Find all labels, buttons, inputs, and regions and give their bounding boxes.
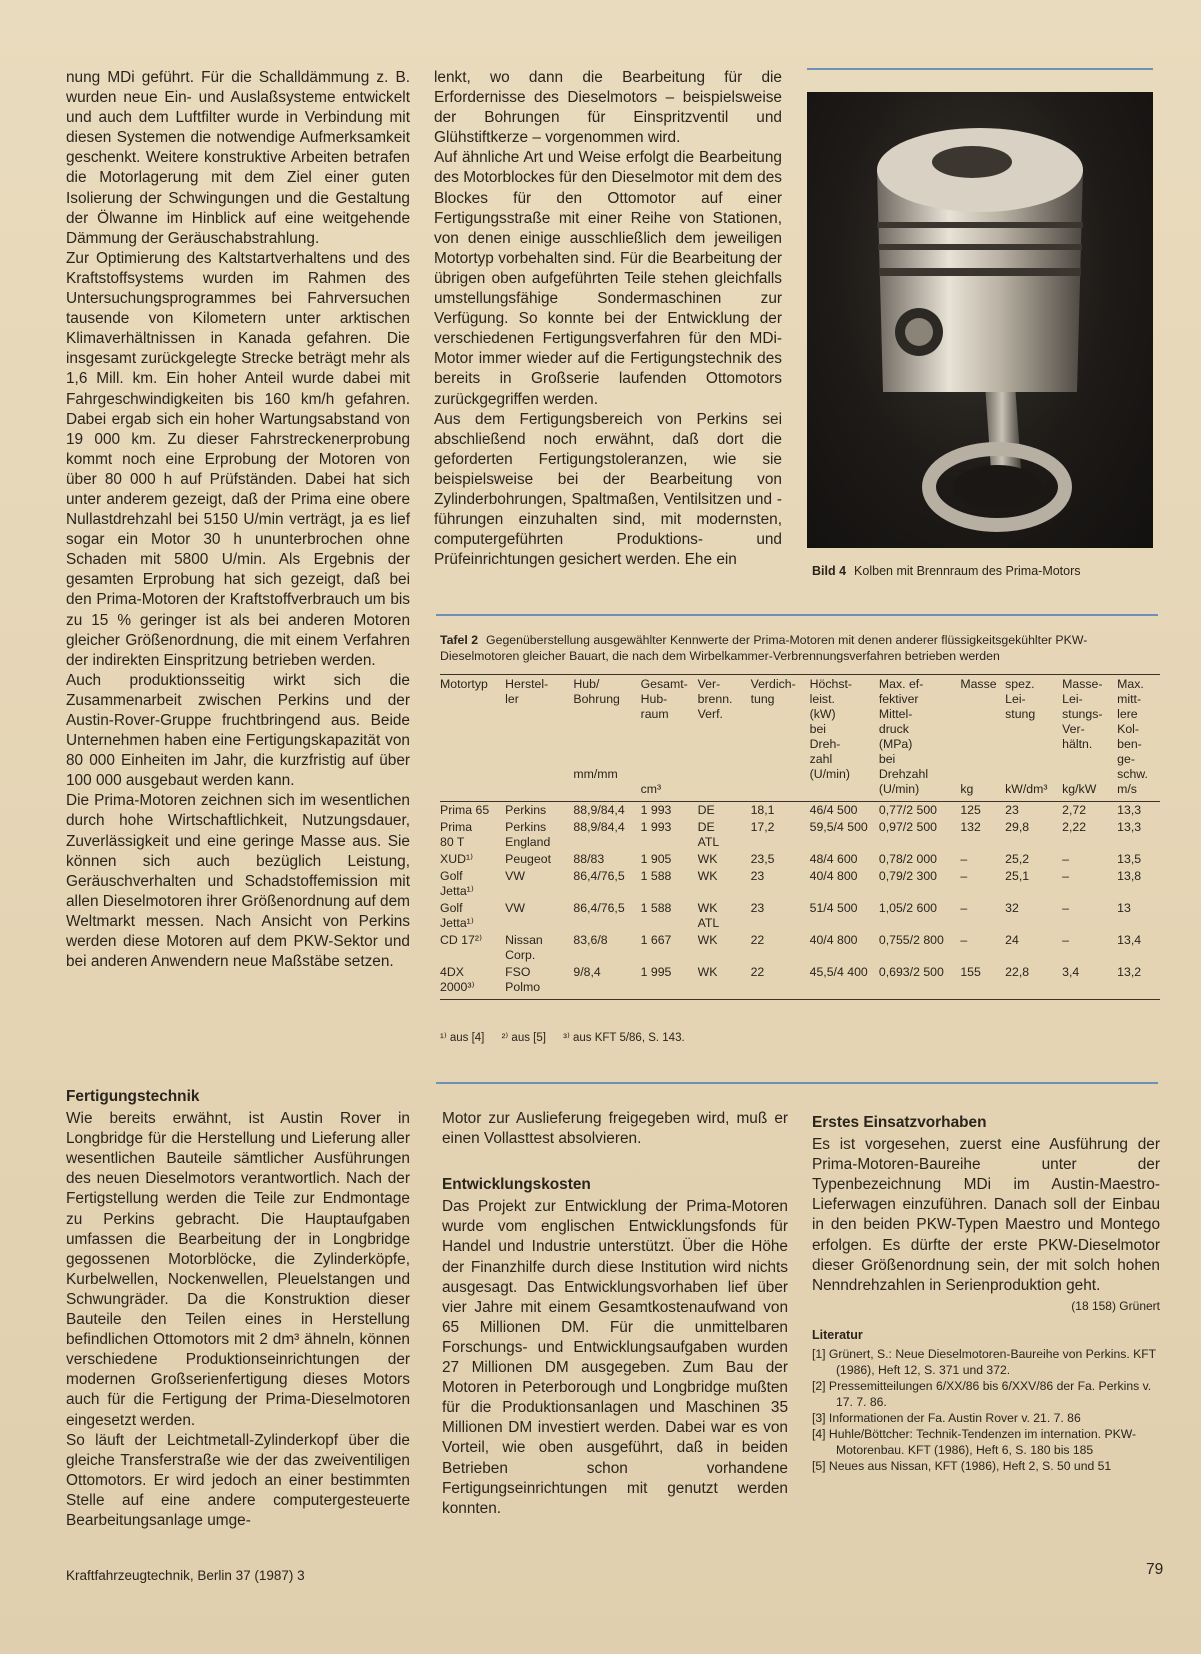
table-row: [440, 900, 1160, 932]
table-cell: –: [1062, 933, 1069, 947]
column-header: Masse kg: [960, 675, 1005, 802]
table-cell: 23,5: [750, 852, 775, 866]
table-cell: 25,1: [1005, 869, 1030, 883]
table-cell: 2,22: [1062, 820, 1087, 834]
table-cell: 86,4/76,5: [573, 901, 625, 915]
blue-rule: [807, 68, 1153, 70]
table-cell: 1 588: [640, 869, 672, 883]
paragraph: Auf ähnliche Art und Weise erfolgt die Bearbeitung des Motorblockes für den Dieselmotor mit dem des Blockes für den Ottomotor auf einer Fertigungsstraße mit einer Reihe von Stationen, von denen einige ausschließlich dem jeweiligen Motortyp vorbehalten sind. Für die Bearbeitung der übrigen oben aufgeführten Teile stehen gleichfalls umstellungsfähige Sondermaschinen zur Verfügung. So konnte bei der Entwicklung der verschiedenen Fertigungsverfahren für den MDi-Motor immer wieder auf die Fertigungstechnik des bereits in Großserie laufenden Ottomotors zurückgegriffen werden.: [434, 149, 782, 408]
journal-footer: Kraftfahrzeugtechnik, Berlin 37 (1987) 3: [66, 1568, 305, 1583]
table-row: [440, 964, 1160, 1000]
table-caption: [440, 632, 1160, 664]
data-table: [440, 674, 1160, 1000]
figure-label: Bild 4: [812, 564, 847, 578]
table-cell: 17,2: [750, 820, 775, 834]
paragraph: Auch produktionsseitig wirkt sich die Zusammenarbeit zwischen Perkins und der Austin-Rover-Gruppe fruchtbringend aus. Beide Unternehmen haben eine Fertigungskapazität von 80 000 Einheiten im Jahr, die kurzfristig auf über 100 000 ausgebaut werden kann.: [66, 671, 410, 790]
table-cell: 51/4 500: [809, 901, 858, 915]
table-cell: 1,05/2 600: [878, 901, 937, 915]
section-heading: Fertigungstechnik: [66, 1088, 200, 1105]
table-cell: WK: [697, 869, 718, 883]
table-cell: 25,2: [1005, 852, 1030, 866]
paragraph: nung MDi geführt. Für die Schalldämmung z. B. wurden neue Ein- und Auslaßsysteme entwickelt und auch dem Luftfilter wurde in Verbindung mit diesen Systemen die notwendige Aufmerksamkeit geschenkt. Weitere konstruktive Arbeiten betrafen die Motorlagerung mit dem Ziel einer guten Isolierung der Schwingungen und die Gestaltung der Ölwanne im Hinblick auf eine weitgehende Dämmung der Geräuschabstrahlung.: [66, 69, 410, 247]
paragraph: Aus dem Fertigungsbereich von Perkins sei abschließend noch erwähnt, daß dort die geforderten Fertigungstoleranzen, wie sie beispielsweise bei der Bearbeitung von Zylinderbohrungen, Spaltmaßen, Ventilsitzen und -führungen einzuhalten sind, mit modernsten, computergeführten Produktions- und Prüfeinrichtungen gesichert werden. Ehe ein: [434, 410, 782, 569]
table-cell: –: [960, 933, 968, 947]
table-cell: WK: [698, 964, 751, 1000]
table-cell: 0,97/2 500: [878, 820, 937, 834]
literature-list: [812, 1346, 1160, 1474]
table-cell: 0,693/2 500: [879, 964, 960, 1000]
table-cell: 0,79/2 300: [878, 869, 937, 883]
table-cell: 40/4 800: [809, 933, 858, 947]
table-row: [440, 802, 1160, 820]
paragraph: So läuft der Leichtmetall-Zylinderkopf über die gleiche Transferstraße wie der das zweiventiligen Ottomotors. Er wird jedoch an einer bestimmten Stelle auf eine andere computergesteuerte Bearbeitungsanlage umge-: [66, 1431, 410, 1529]
table-cell: –: [960, 869, 968, 883]
table-cell: WK ATL: [697, 901, 720, 930]
column-header: Gesamt- Hub- raum cm³: [641, 675, 698, 802]
table-cell: 48/4 600: [809, 852, 858, 866]
table-cell: XUD¹⁾: [440, 852, 474, 866]
table-cell: VW: [505, 869, 525, 883]
table-cell: 1 993: [640, 803, 672, 817]
table-row: [440, 851, 1160, 868]
paragraph-text: Es ist vorgesehen, zuerst eine Ausführung der Prima-Motoren-Baureihe unter der Typenbezeichnung MDi im Austin-Maestro-Lieferwagen einzuführen. Danach soll der Einbau in den beiden PKW-Typen Maestro und Montego erfolgen. Es dürfte der erste PKW-Dieselmotor dieser Größenordnung sein, der mit solch hohen Nenndrehzahlen in Serienproduktion geht.: [812, 1136, 1160, 1294]
footnote: ³⁾ aus KFT 5/86, S. 143.: [563, 1032, 685, 1044]
section-fertigungstechnik: [66, 1087, 410, 1531]
table-cell: 1 993: [640, 820, 672, 834]
paragraph: Das Projekt zur Entwicklung der Prima-Motoren wurde vom englischen Entwicklungsfonds für Handel und Industrie unterstützt. Über die Höhe der Finanzhilfe durch diese Institution wird nichts ausgesagt. Das Entwicklungsvorhaben lief über vier Jahre mit einem Gesamtkostenaufwand von 65 Millionen DM. Für die unmittelbaren Forschungs- und Entwicklungsaufgaben wurden 27 Millionen DM ausgegeben. Zum Bau der Motoren in Peterborough und Longbridge mußten für die Produktionsanlagen und Maschinen 35 Millionen DM investiert werden. Dabei war es von Vorteil, wie oben ausgeführt, daß in beiden Betrieben schon vorhandene Fertigungseinrichtungen mit genutzt werden konnten.: [442, 1198, 788, 1517]
literature-item: [5] Neues aus Nissan, KFT (1986), Heft 2, S. 50 und 51: [812, 1459, 1112, 1473]
table-cell: Golf Jetta¹⁾: [440, 869, 474, 898]
table-cell: 22: [751, 964, 810, 1000]
column-header: Herstel- ler: [505, 675, 573, 802]
column-header: Max. ef- fektiver Mittel- druck (MPa) bei Drehzahl (U/min): [879, 675, 960, 802]
table-cell: 9/8,4: [573, 964, 640, 1000]
table-cell: Peugeot: [505, 852, 551, 866]
author-signature: (18 158) Grünert: [1071, 1298, 1160, 1313]
table-cell: 83,6/8: [573, 933, 608, 947]
table-cell: 0,77/2 500: [878, 803, 937, 817]
column-header: Höchst- leist. (kW) bei Dreh- zahl (U/min): [810, 675, 879, 802]
piston-illustration: [807, 92, 1153, 548]
table-cell: –: [1062, 869, 1069, 883]
table-cell: 22: [750, 933, 765, 947]
column-header: Hub/ Bohrung mm/mm: [573, 675, 640, 802]
table-cell: Prima 80 T: [440, 820, 473, 849]
table-label: Tafel 2: [440, 633, 479, 647]
column-header: spez. Lei- stung kW/dm³: [1005, 675, 1062, 802]
table-row: [440, 868, 1160, 900]
footnote: ²⁾ aus [5]: [501, 1032, 546, 1044]
table-row: [440, 932, 1160, 964]
table-cell: 132: [960, 820, 981, 834]
blue-rule: [436, 614, 1158, 616]
table-cell: 88,9/84,4: [573, 820, 625, 834]
section-entwicklungskosten: [442, 1109, 788, 1519]
table-cell: 23: [750, 869, 765, 883]
paragraph: Motor zur Auslieferung freigegeben wird, muß er einen Vollasttest absolvieren.: [442, 1110, 788, 1148]
column-header: Masse- Lei- stungs- Ver- hältn. kg/kW: [1062, 675, 1117, 802]
piston-photo: [807, 92, 1153, 548]
literature-item: [4] Huhle/Böttcher: Technik-Tendenzen im internation. PKW-Motorenbau. KFT (1986), Heft 6, S. 180 bis 185: [812, 1427, 1137, 1457]
paragraph: lenkt, wo dann die Bearbeitung für die Erfordernisse des Dieselmotors – beispielsweise der Bohrungen für Einspritzventil und Glühstiftkerze – vorgenommen wird.: [434, 69, 782, 147]
table-cell: 18,1: [750, 803, 775, 817]
table-cell: 40/4 800: [809, 869, 858, 883]
table-cell: –: [960, 852, 968, 866]
table-header-row: [440, 675, 1160, 802]
table-cell: 13,5: [1117, 852, 1142, 866]
figure-caption-text: Kolben mit Brennraum des Prima-Motors: [854, 564, 1081, 578]
table-cell: 1 995: [641, 964, 698, 1000]
table-cell: 59,5/4 500: [809, 820, 868, 834]
table-cell: VW: [505, 901, 525, 915]
table-cell: Golf Jetta¹⁾: [440, 901, 474, 930]
table-cell: 3,4: [1062, 964, 1117, 1000]
table-cell: WK: [697, 852, 718, 866]
table-footnotes: [440, 1030, 699, 1044]
literature-item: [3] Informationen der Fa. Austin Rover v. 21. 7. 86: [812, 1411, 1081, 1425]
table-cell: 13: [1117, 901, 1131, 915]
table-cell: DE: [697, 803, 715, 817]
figure-caption: [812, 564, 1162, 578]
table-cell: 46/4 500: [809, 803, 858, 817]
table-row: [440, 819, 1160, 851]
text-column-1: [66, 68, 410, 972]
table-cell: 155: [960, 964, 1005, 1000]
table-cell: 23: [1005, 803, 1019, 817]
table-caption-text: Gegenüberstellung ausgewählter Kennwerte der Prima-Motoren mit denen anderer flüssigkeitsgekühlter PKW-Dieselmotoren gleicher Bauart, die nach dem Wirbelkammer-Verbrennungsverfahren betrieben werden: [440, 633, 1088, 663]
table-cell: 13,4: [1117, 933, 1142, 947]
table-cell: 1 667: [640, 933, 672, 947]
paragraph: Zur Optimierung des Kaltstartverhaltens und des Kraftstoffsystems wurden im Rahmen des Untersuchungsprogrammes bei Fahrversuchen tausende von Kilometern unter arktischen Klimaverhältnissen in Kanada gefahren. Die insgesamt zurückgelegte Strecke beträgt mehr als 1,6 Mill. km. Ein hoher Anteil wurde dabei mit Fahrgeschwindigkeiten bis 160 km/h gefahren. Dabei ergab sich ein hoher Wartungsabstand von 19 000 km. Zu dieser Fahrstreckenerprobung kommt noch eine Erprobung der Motoren von über 80 000 h auf Prüfständen. Dabei hat sich unter anderem gezeigt, daß der Prima eine obere Nullastdrehzahl bei 5150 U/min verträgt, ja es lief sogar ein Motor 30 h ununterbrochen ohne Schaden mit 5800 U/min. Als Ergebnis der gesamten Erprobung hat sich gezeigt, daß bei den Prima-Motoren der Kraftstoffverbrauch um bis zu 15 % geringer ist als bei anderen Motoren gleicher Größenordnung, die mit einem Verfahren der indirekten Einspritzung betrieben werden.: [66, 249, 410, 669]
table-cell: 13,8: [1117, 869, 1142, 883]
table-cell: 29,8: [1005, 820, 1030, 834]
literature-item: [2] Pressemitteilungen 6/XX/86 bis 6/XXV/86 der Fa. Perkins v. 17. 7. 86.: [812, 1379, 1152, 1409]
table-cell: 23: [750, 901, 765, 915]
section-einsatzvorhaben: [812, 1113, 1160, 1316]
text-column-2: [434, 68, 782, 570]
table-cell: DE ATL: [697, 820, 720, 849]
paragraph: Die Prima-Motoren zeichnen sich im wesentlichen durch hohe Wirtschaftlichkeit, Nutzungsdauer, Zuverlässigkeit und eine geringe Masse aus. Sie können sich auch bezüglich Leistung, Geräuschverhalten und Schadstoffemission mit allen Dieselmotoren ihrer Größenordnung auf dem Weltmarkt messen. Nach Ansicht von Perkins werden diese Motoren auf dem PKW-Sektor und bei anderen Anwendern neue Maßstäbe setzen.: [66, 792, 410, 971]
column-header: Verdich- tung: [751, 675, 810, 802]
page-number: 79: [1146, 1561, 1164, 1578]
table-cell: Perkins: [505, 803, 547, 817]
table-cell: 125: [960, 803, 981, 817]
table-cell: 0,755/2 800: [878, 933, 944, 947]
literature-item: [1] Grünert, S.: Neue Dieselmotoren-Baureihe von Perkins. KFT (1986), Heft 12, S. 371 und 372.: [812, 1347, 1156, 1377]
table-cell: –: [1062, 852, 1069, 866]
table-body: [440, 802, 1160, 1000]
table-cell: –: [1062, 901, 1069, 915]
table-cell: 32: [1005, 901, 1019, 915]
table-cell: 88,9/84,4: [573, 803, 625, 817]
table-cell: –: [960, 901, 968, 915]
table-cell: 86,4/76,5: [573, 869, 625, 883]
table-cell: 13,2: [1117, 964, 1160, 1000]
table-cell: FSO Polmo: [505, 964, 573, 1000]
table-cell: 1 588: [640, 901, 672, 915]
table-cell: 22,8: [1005, 964, 1062, 1000]
table-cell: 13,3: [1117, 820, 1142, 834]
table-cell: 1 905: [640, 852, 672, 866]
footnote: ¹⁾ aus [4]: [440, 1032, 485, 1044]
table-cell: Prima 65: [440, 803, 490, 817]
table-cell: Nissan Corp.: [505, 933, 543, 962]
table-cell: 0,78/2 000: [878, 852, 937, 866]
table-cell: 13,3: [1117, 803, 1142, 817]
section-heading: Entwicklungskosten: [442, 1176, 591, 1194]
table-cell: 88/83: [573, 852, 605, 866]
table-cell: CD 17²⁾: [440, 933, 482, 947]
paragraph: [812, 1135, 1160, 1313]
column-header: Ver- brenn. Verf.: [698, 675, 751, 802]
table-cell: 2,72: [1062, 803, 1087, 817]
table-cell: 24: [1005, 933, 1019, 947]
section-heading: Erstes Einsatzvorhaben: [812, 1114, 987, 1131]
table-cell: Perkins England: [505, 820, 551, 849]
table-cell: 45,5/4 400: [810, 964, 879, 1000]
table-cell: 4DX 2000³⁾: [440, 964, 505, 1000]
table-cell: WK: [697, 933, 718, 947]
paragraph: Wie bereits erwähnt, ist Austin Rover in Longbridge für die Herstellung und Lieferung aller wesentlichen Bauteile sämtlicher Ausführungen des neuen Dieselmotors verantwortlich. Nach der Fertigstellung werden die Teile zur Endmontage zu Perkins gebracht. Die Hauptaufgaben umfassen die Bearbeitung der in Longbridge gegossenen Motorblöcke, die Zylinderköpfe, Kurbelwellen, Nockenwellen, Pleuelstangen und Schwungräder. Da die Konstruktion dieser Bauteile den Teilen eines in Herstellung befindlichen Ottomotors mit 2 dm³ ähneln, können verschiedene Produktionseinrichtungen der modernen Großserienfertigung dieses Motors auch für die Fertigung der Prima-Dieselmotoren eingesetzt werden.: [66, 1110, 410, 1429]
column-header: Max. mitt- lere Kol- ben- ge- schw. m/s: [1117, 675, 1160, 802]
literature-heading: Literatur: [812, 1328, 863, 1342]
column-header: Motortyp: [440, 675, 505, 802]
blue-rule: [436, 1082, 1158, 1084]
